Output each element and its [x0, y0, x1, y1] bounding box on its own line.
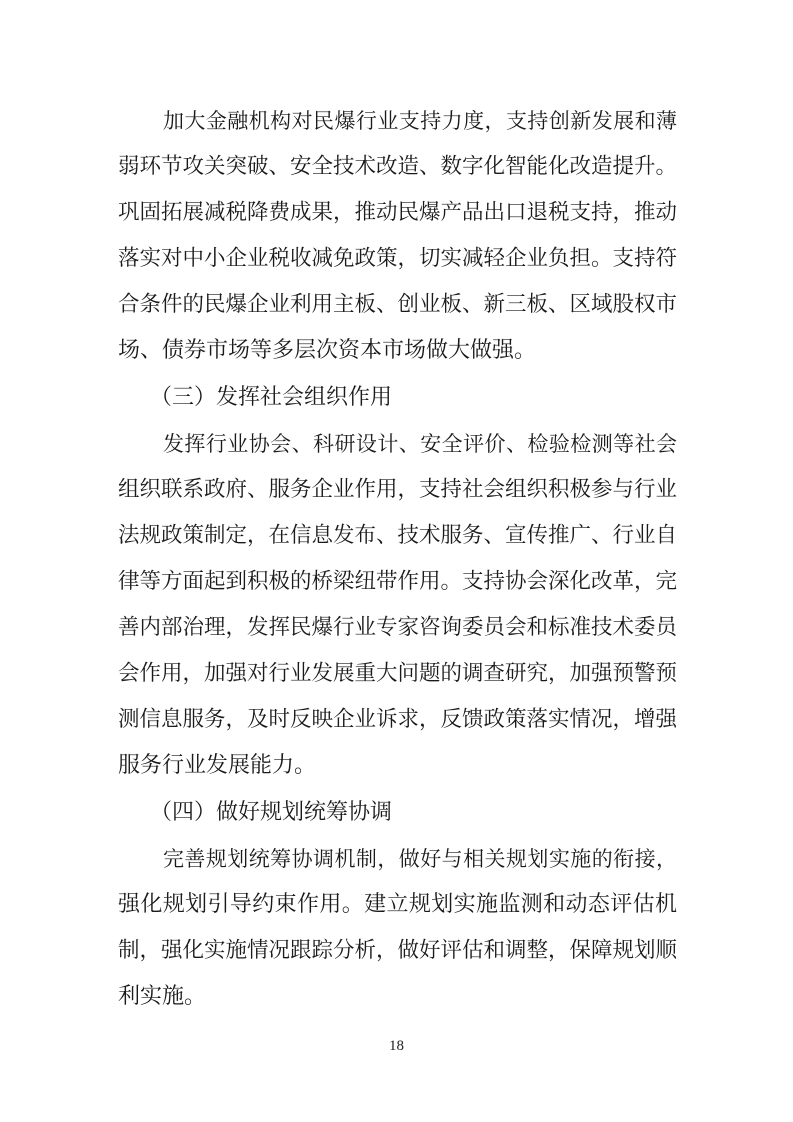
paragraph-2-line-8: 服务行业发展能力。 — [118, 753, 317, 778]
paragraph-1-line-2: 弱环节攻关突破、安全技术改造、数字化智能化改造提升。 — [118, 154, 678, 179]
section-heading-3: （三）发挥社会组织作用 — [150, 385, 393, 410]
paragraph-2-line-4: 律等方面起到积极的桥梁纽带作用。支持协会深化改革，完 — [118, 569, 678, 594]
paragraph-1-line-1: 加大金融机构对民爆行业支持力度，支持创新发展和薄 — [163, 109, 677, 133]
paragraph-1-line-5: 合条件的民爆企业利用主板、创业板、新三板、区域股权市 — [118, 292, 678, 317]
paragraph-1-line-3: 巩固拓展减税降费成果，推动民爆产品出口退税支持，推动 — [118, 200, 678, 225]
page-number: 18 — [389, 1038, 404, 1054]
paragraph-2-line-7: 测信息服务，及时反映企业诉求，反馈政策落实情况，增强 — [118, 707, 678, 732]
paragraph-3-line-1: 完善规划统筹协调机制，做好与相关规划实施的衔接， — [163, 847, 677, 871]
paragraph-3-line-4: 利实施。 — [118, 984, 207, 1009]
paragraph-2-line-3: 法规政策制定，在信息发布、技术服务、宣传推广、行业自 — [118, 523, 678, 548]
section-heading-4: （四）做好规划统筹协调 — [150, 800, 393, 825]
paragraph-3-line-2: 强化规划引导约束作用。建立规划实施监测和动态评估机 — [118, 892, 677, 917]
paragraph-1-line-4: 落实对中小企业税收减免政策，切实减轻企业负担。支持符 — [118, 246, 678, 271]
paragraph-2-line-5: 善内部治理，发挥民爆行业专家咨询委员会和标准技术委员 — [118, 615, 678, 640]
paragraph-2-line-1: 发挥行业协会、科研设计、安全评价、检验检测等社会 — [163, 432, 677, 456]
paragraph-2-line-2: 组织联系政府、服务企业作用，支持社会组织积极参与行业 — [118, 477, 678, 502]
paragraph-3-line-3: 制，强化实施情况跟踪分析，做好评估和调整，保障规划顺 — [118, 938, 678, 963]
paragraph-1-line-6: 场、债券市场等多层次资本市场做大做强。 — [118, 338, 537, 363]
paragraph-2-line-6: 会作用，加强对行业发展重大问题的调查研究，加强预警预 — [118, 661, 678, 686]
